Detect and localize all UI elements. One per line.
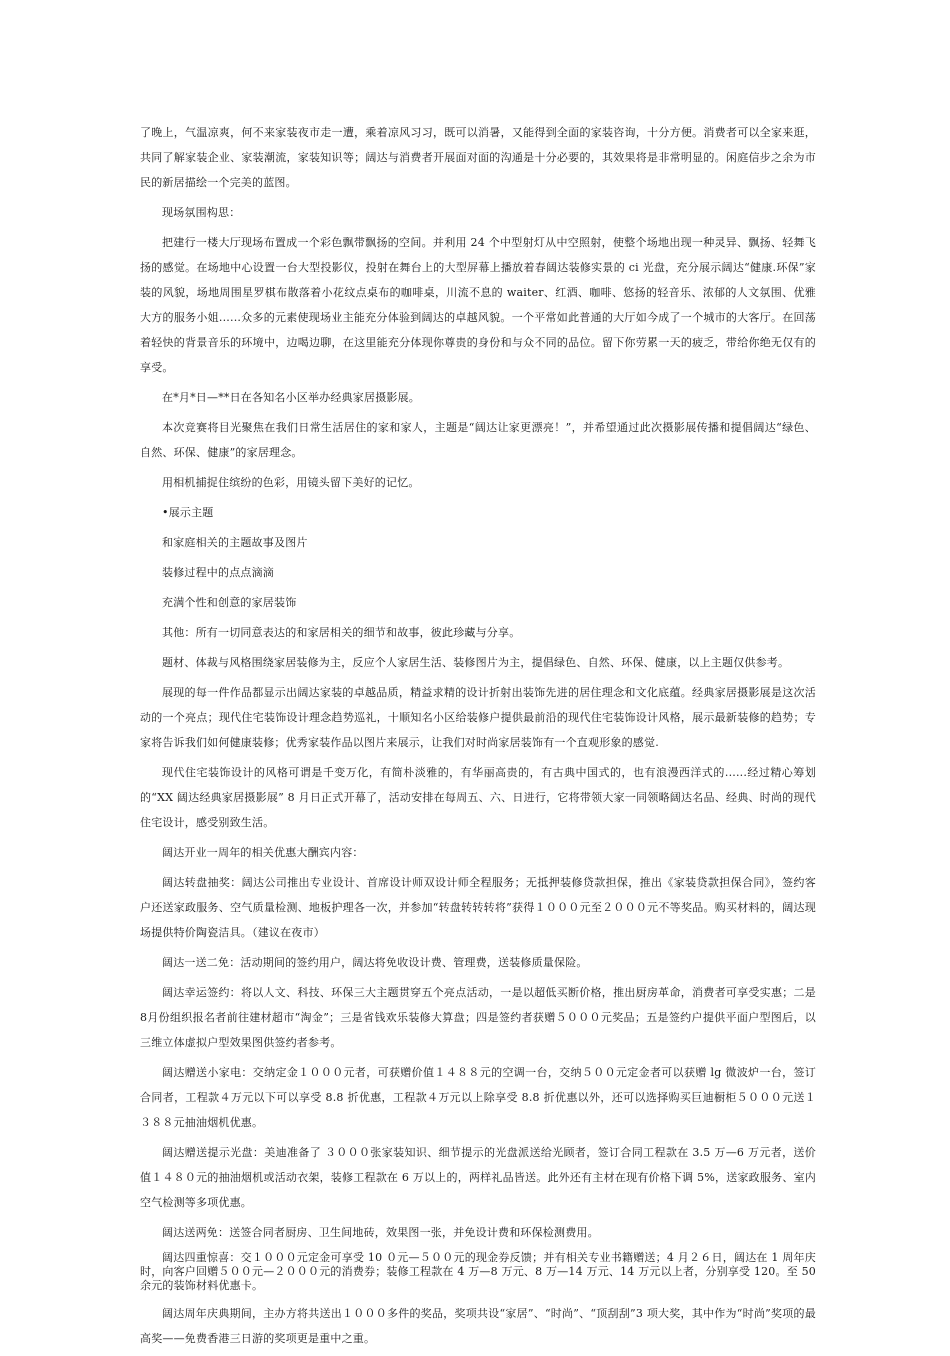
- paragraph-14: 现代住宅装饰设计的风格可谓是千变万化，有简朴淡雅的，有华丽高贵的，有古典中国式的，也有浪漫西洋式的......经过精心筹划的“XX 阔达经典家居摄影展” 8 月日正式开幕了，活动安排在每周五、六、日进行，它将带领大家一同领略阔达名品、经典、时尚的现代住宅设计，感受别致生活。: [140, 766, 816, 829]
- paragraph-21: 阔达送两免：送签合同者厨房、卫生间地砖，效果图一张，并免设计费和环保检测费用。: [162, 1226, 599, 1239]
- paragraph-17: 阔达一送二免：活动期间的签约用户，阔达将免收设计费、管理费，送装修质量保险。: [162, 956, 588, 969]
- paragraph-18: 阔达幸运签约：将以人文、科技、环保三大主题贯穿五个亮点活动，一是以超低买断价格，推出厨房革命，消费者可享受实惠；二是 8月份组织报名者前往建材超市“淘金”；三是省钱欢乐装修大算盘；四是签约者获赠５０００元奖品；五是签约户提供平面户型图后，以三维立体虚拟户型效果图供签约者参考。: [140, 986, 816, 1049]
- theme-item-2: 装修过程中的点点滴滴: [162, 566, 274, 579]
- paragraph-22: 阔达四重惊喜：交１０００元定金可享受 10 ０元—５００元的现金券反馈；并有相关专业书籍赠送；4 月２６日，阔达在 1 周年庆时，向客户回赠５００元—２０００元的消费券；装修工程款在 4 万—8 万元、8 万—14 万元、14 万元以上者，分别享受 120。至 50 余元的装饰材料优惠卡。: [140, 1251, 816, 1292]
- paragraph-23: 阔达周年庆典期间，主办方将共送出１０００多件的奖品，奖项共设“家居”、“时尚”、“顶刮刮”3 项大奖，其中作为“时尚”奖项的最高奖——免费香港三日游的奖项更是重中之重。: [140, 1307, 816, 1345]
- section-heading-exhibition-themes: •展示主题: [162, 506, 214, 519]
- paragraph-12: 题材、体裁与风格围绕家居装修为主，反应个人家居生活、装修图片为主，提倡绿色、自然、环保、健康，以上主题仅供参考。: [162, 656, 790, 669]
- document-page: [140, 120, 816, 1356]
- paragraph-3: 把建行一楼大厅现场布置成一个彩色飘带飘扬的空间。并利用 24 个中型射灯从中空照射，使整个场地出现一种灵异、飘扬、轻舞飞扬的感觉。在场地中心设置一台大型投影仪，投射在舞台上的大型屏幕上播放着春阔达装修实景的 ci 光盘，充分展示阔达“健康.环保”家装的风貌，场地周围星罗棋布散落着小花纹点桌布的咖啡桌，川流不息的 waiter、红酒、咖啡、悠扬的轻音乐、浓郁的人文氛围、优雅大方的服务小姐......众多的元素使现场业主能充分体验到阔达的卓越风貌。一个平常如此普通的大厅如今成了一个城市的大客厅。在回荡着轻快的背景音乐的环境中，边喝边聊，在这里能充分体现你尊贵的身份和与众不同的品位。留下你劳累一天的疲乏，带给你绝无仅有的享受。: [140, 236, 816, 374]
- paragraph-15: 阔达开业一周年的相关优惠大酬宾内容：: [162, 846, 364, 859]
- paragraph-1: 了晚上，气温凉爽，何不来家装夜市走一遭，乘着凉风习习，既可以消暑，又能得到全面的家装咨询，十分方便。消费者可以全家来逛，共同了解家装企业、家装潮流，家装知识等；阔达与消费者开展面对面的沟通是十分必要的，其效果将是非常明显的。闲庭信步之余为市民的新居描绘一个完美的蓝图。: [140, 126, 816, 189]
- paragraph-19: 阔达赠送小家电：交纳定金１０００元者，可获赠价值１４８８元的空调一台，交纳５００元定金者可以获赠 lg 微波炉一台，签订合同者，工程款４万元以下可以享受 8.8 折优惠，工程款４万元以上除享受 8.8 折优惠以外，还可以选择购买巨迪橱柜５０００元送１３８８元抽油烟机优惠。: [140, 1066, 816, 1129]
- paragraph-13: 展现的每一件作品都显示出阔达家装的卓越品质，精益求精的设计折射出装饰先进的居住理念和文化底蕴。经典家居摄影展是这次活动的一个亮点；现代住宅装饰设计理念趋势巡礼，十顺知名小区给装修户提供最前沿的现代住宅装饰设计风格，展示最新装修的趋势；专家将告诉我们如何健康装修；优秀家装作品以图片来展示，让我们对时尚家居装饰有一个直观形象的感觉.: [140, 686, 816, 749]
- theme-item-3: 充满个性和创意的家居装饰: [162, 596, 297, 609]
- paragraph-4: 在*月*日—**日在各知名小区举办经典家居摄影展。: [162, 391, 420, 404]
- paragraph-6: 用相机捕捉住缤纷的色彩，用镜头留下美好的记忆。: [162, 476, 420, 489]
- theme-item-1: 和家庭相关的主题故事及图片: [162, 536, 308, 549]
- paragraph-11: 其他：所有一切同意表达的和家居相关的细节和故事，彼此珍藏与分享。: [162, 626, 521, 639]
- paragraph-16: 阔达转盘抽奖：阔达公司推出专业设计、首席设计师双设计师全程服务；无抵押装修贷款担保，推出《家装贷款担保合同》，签约客户还送家政服务、空气质量检测、地板护理各一次，并参加“转盘转转转将”获得１０００元至２０００元不等奖品。购买材料的，阔达现场提供特价陶瓷洁具。（建议在夜市）: [140, 876, 816, 939]
- paragraph-5: 本次竞赛将目光聚焦在我们日常生活居住的家和家人，主题是“阔达让家更漂亮！”，并希望通过此次摄影展传播和提倡阔达“绿色、自然、环保、健康”的家居理念。: [140, 421, 816, 459]
- paragraph-20: 阔达赠送提示光盘：美迪准备了 ３０００张家装知识、细节提示的光盘派送给光顾者，签订合同工程款在 3.5 万—6 万元者，送价值１４８０元的抽油烟机或活动衣架，装修工程款在 6 万以上的，两样礼品皆送。此外还有主材在现有价格下调 5%，送家政服务、室内空气检测等多项优惠。: [140, 1146, 816, 1209]
- paragraph-2: 现场氛围构思：: [162, 206, 241, 219]
